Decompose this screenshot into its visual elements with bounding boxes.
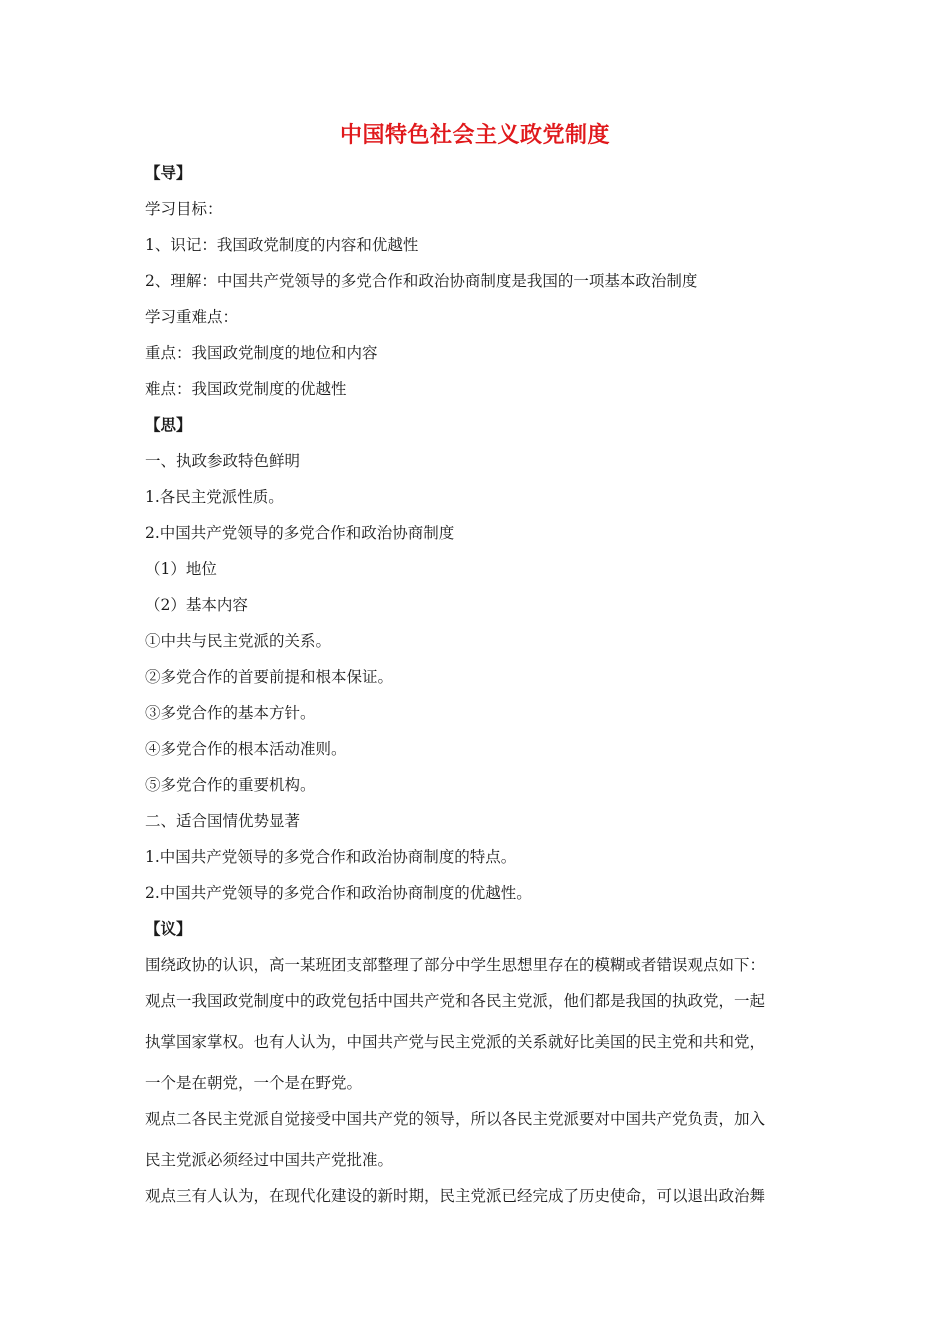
goal-item-1: 1、识记：我国政党制度的内容和优越性 — [145, 236, 419, 254]
list-item: （1）地位 — [145, 560, 217, 578]
list-item: ①中共与民主党派的关系。 — [145, 632, 332, 650]
list-item: （2）基本内容 — [145, 596, 248, 614]
paragraph-line: 观点三有人认为，在现代化建设的新时期，民主党派已经完成了历史使命，可以退出政治舞 — [145, 1187, 766, 1205]
paragraph-line: 民主党派必须经过中国共产党批准。 — [145, 1151, 394, 1169]
key-points-label: 学习重难点： — [145, 308, 239, 326]
goal-item-2: 2、理解：中国共产党领导的多党合作和政治协商制度是我国的一项基本政治制度 — [145, 272, 698, 290]
list-item: 2.中国共产党领导的多党合作和政治协商制度 — [145, 524, 455, 542]
paragraph-line: 观点二各民主党派自觉接受中国共产党的领导，所以各民主党派要对中国共产党负责，加入 — [145, 1110, 766, 1128]
section-heading-si: 【思】 — [145, 416, 192, 434]
paragraph-line: 围绕政协的认识，高一某班团支部整理了部分中学生思想里存在的模糊或者错误观点如下： — [145, 956, 766, 974]
key-point: 重点：我国政党制度的地位和内容 — [145, 344, 378, 362]
difficult-point: 难点：我国政党制度的优越性 — [145, 380, 347, 398]
section-heading-yi: 【议】 — [145, 920, 192, 938]
section-heading-dao: 【导】 — [145, 164, 192, 182]
subsection-heading-1: 一、执政参政特色鲜明 — [145, 452, 301, 470]
list-item: ②多党合作的首要前提和根本保证。 — [145, 668, 394, 686]
subsection-heading-2: 二、适合国情优势显著 — [145, 812, 301, 830]
paragraph-line: 执掌国家掌权。也有人认为，中国共产党与民主党派的关系就好比美国的民主党和共和党， — [145, 1033, 766, 1051]
paragraph-line: 观点一我国政党制度中的政党包括中国共产党和各民主党派，他们都是我国的执政党，一起 — [145, 992, 766, 1010]
document-title: 中国特色社会主义政党制度 — [339, 123, 610, 148]
list-item: 1.各民主党派性质。 — [145, 488, 284, 506]
list-item: 1.中国共产党领导的多党合作和政治协商制度的特点。 — [145, 848, 517, 866]
list-item: 2.中国共产党领导的多党合作和政治协商制度的优越性。 — [145, 884, 532, 902]
list-item: ⑤多党合作的重要机构。 — [145, 776, 316, 794]
study-goals-label: 学习目标： — [145, 200, 223, 218]
list-item: ④多党合作的根本活动准则。 — [145, 740, 347, 758]
list-item: ③多党合作的基本方针。 — [145, 704, 316, 722]
paragraph-line: 一个是在朝党，一个是在野党。 — [145, 1074, 363, 1092]
